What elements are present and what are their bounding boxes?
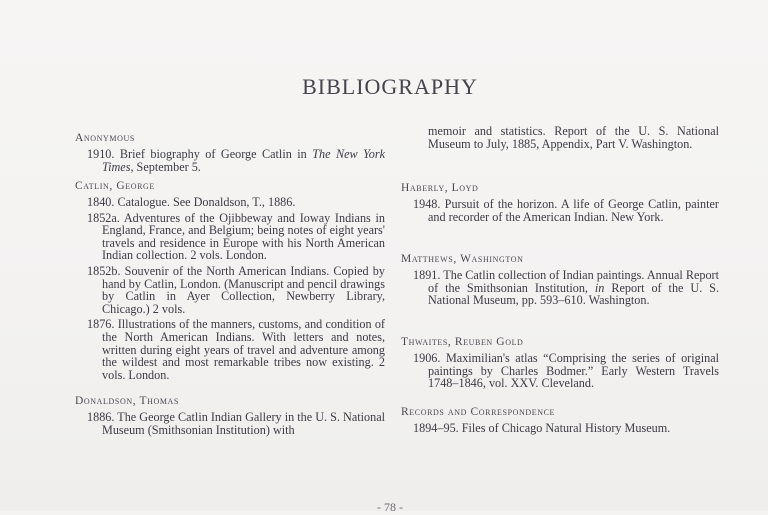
entry-anonymous [75,131,385,173]
author-heading: Catlin, George [75,180,155,192]
bibliography-item [401,269,719,307]
item-text: , September 5. [130,159,201,174]
page-number: - 78 - [377,500,403,514]
bibliography-item: 1886. The George Catlin Indian Gallery in the U. S. National Museum (Smithsonian Institution) with [87,410,385,437]
entry-matthews [401,252,719,307]
entry-records [401,405,719,435]
author-heading: Records and Correspondence [401,406,556,418]
entry-haberly [401,181,719,223]
bibliography-item: 1852b. Souvenir of the North American Indians. Copied by hand by Catlin, London. (Manuscript and pencil drawings by Catlin in Ayer Collection, Newberry Library, Chicago.) 2 vols. [87,263,385,316]
entry-catlin [75,179,385,381]
bibliography-item: 1840. Catalogue. See Donaldson, T., 1886. [87,195,296,209]
bibliography-item: 1852a. Adventures of the Ojibbeway and Ioway Indians in England, France, and Belgium; being notes of eight years' travels and residence in Europe with his North American Indian collection. 2 vols. London. [87,210,385,263]
author-heading: Haberly, Loyd [401,182,479,194]
italic-word: in [594,280,605,295]
bibliography-item: 1894–95. Files of Chicago Natural History Museum. [413,421,671,435]
publication-title: The New York Times [102,147,386,174]
author-heading: Matthews, Washington [401,253,524,265]
entry-continuation [401,125,719,150]
bibliography-item [75,148,385,173]
item-text: Report of the U. S. National Museum, pp. 593–610. Washington. [428,280,720,308]
continued-item-text: memoir and statistics. Report of the U. S. National Museum to July, 1885, Appendix, Part V. Washington. [428,124,719,151]
bibliography-item: 1876. Illustrations of the manners, customs, and condition of the North American Indians. With letters and notes, written during eight years of travel and adventure among the wildest and most remarkable tribes now existing. 2 vols. London. [87,317,385,382]
entry-donaldson [75,394,385,436]
author-heading: Thwaites, Reuben Gold [401,336,524,348]
author-heading: Donaldson, Thomas [75,395,179,407]
bibliography-item: 1906. Maximilian's atlas “Comprising the series of original paintings by Charles Bodmer.” Early Western Travels 1748–1846, vol. XXV. Cleveland. [413,351,719,391]
page-title: BIBLIOGRAPHY [302,74,478,99]
bibliography-item: 1948. Pursuit of the horizon. A life of George Catlin, painter and recorder of the American Indian. New York. [413,197,719,224]
entry-thwaites [401,335,719,390]
author-heading: Anonymous [75,132,135,144]
item-text: 1891. The Catlin collection of Indian paintings. Annual Report of the Smithsonian Institution, [413,268,719,295]
item-text: 1910. Brief biography of George Catlin in [87,147,313,161]
